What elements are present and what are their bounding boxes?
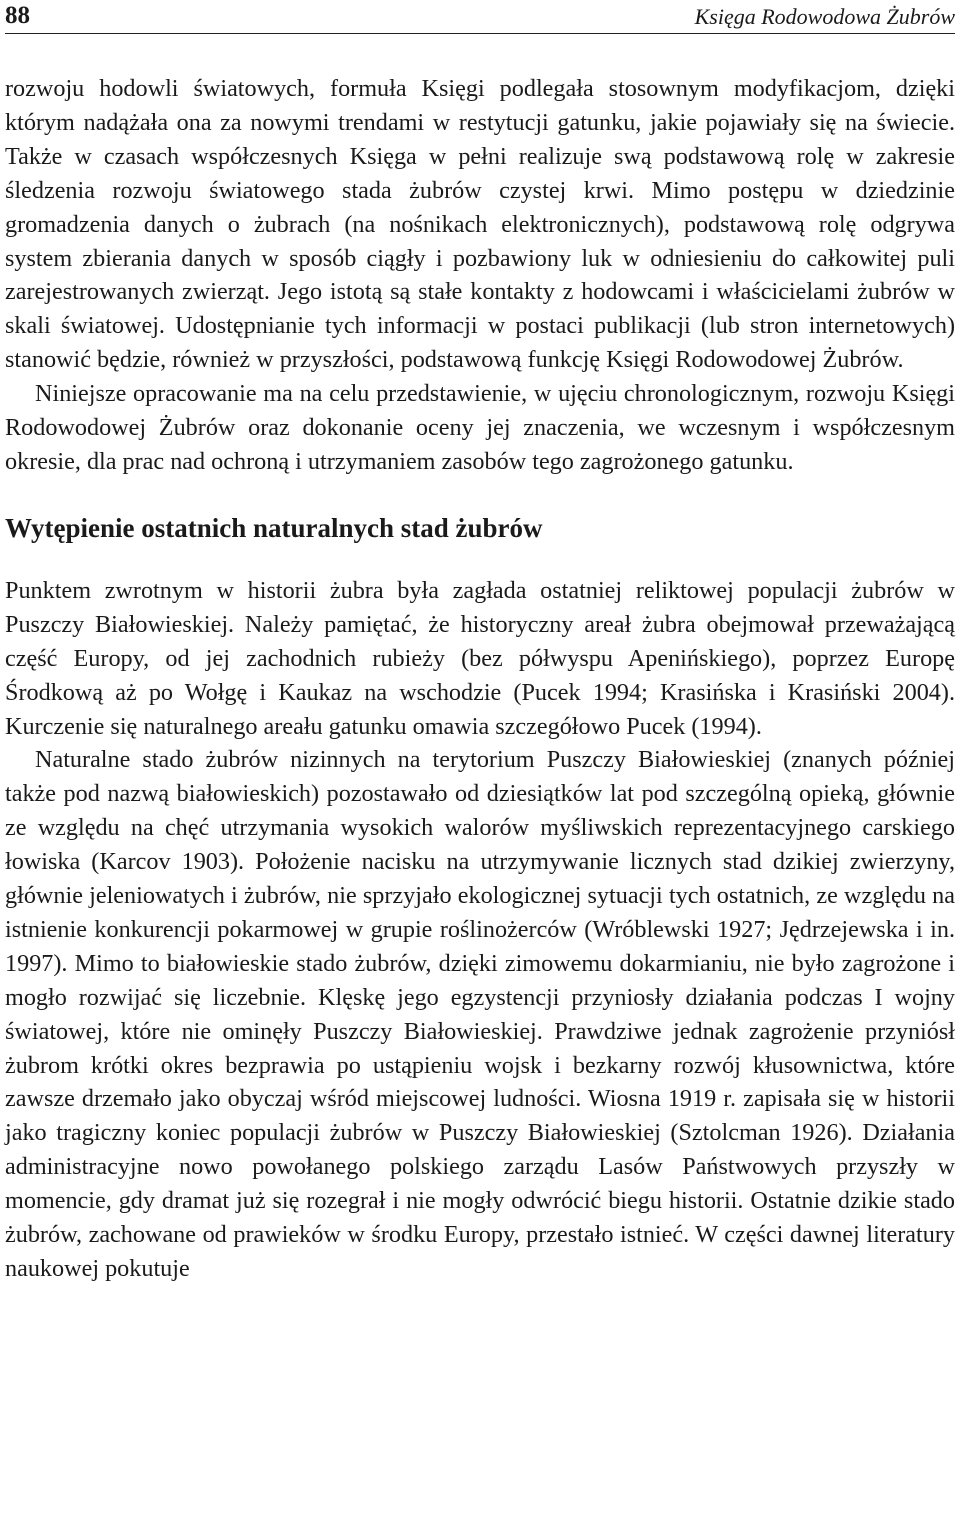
body-paragraph: rozwoju hodowli światowych, formuła Księgi podlegała stosownym modyfikacjom, dzięki którym nadążała ona za nowymi trendami w restytucji gatunku, jakie pojawiały się na świecie. Także w czasach współczesnych Księga w pełni realizuje swą podstawową rolę w zakresie śledzenia rozwoju światowego stada żubrów czystej krwi. Mimo postępu w dziedzinie gromadzenia danych o żubrach (na nośnikach elektronicznych), podstawową rolę odgrywa system zbierania danych w sposób ciągły i pozbawiony luk w odniesieniu do całkowitej puli zarejestrowanych zwierząt. Jego istotą są stałe kontakty z hodowcami i właścicielami żubrów w skali światowej. Udostępnianie tych informacji w postaci publikacji (lub stron internetowych) stanowić będzie, również w przyszłości, podstawową funkcję Księgi Rodowodowej Żubrów.: [5, 75, 955, 374]
running-title: Księga Rodowodowa Żubrów: [694, 4, 955, 29]
section-paragraph: Naturalne stado żubrów nizinnych na terytorium Puszczy Białowieskiej (znanych później także pod nazwą białowieskich) pozostawało od dziesiątków lat pod szczególną opieką, głównie ze względu na chęć utrzymania wysokich walorów myśliwskich reprezentacyjnego carskiego łowiska (Karcov 1903). Położenie nacisku na utrzymywanie licznych stad dzikiej zwierzyny, głównie jeleniowatych i żubrów, nie sprzyjało ekologicznej sytuacji tych ostatnich, ze względu na istnienie konkurencji pokarmowej w grupie roślinożerców (Wróblewski 1927; Jędrzejewska i in. 1997). Mimo to białowieskie stado żubrów, dzięki zimowemu dokarmianiu, nie było zagrożone i mogło rozwijać się liczebnie. Klęskę jego egzystencji przyniosły działania podczas I wojny światowej, które nie ominęły Puszczy Białowieskiej. Prawdziwe jednak zagrożenie przyniósł żubrom krótki okres bezprawia po ustąpieniu wojsk i bezkarny rozwój kłusownictwa, które zawsze drzemało jako obyczaj wśród miejscowej ludności. Wiosna 1919 r. zapisała się w historii jako tragiczny koniec populacji żubrów w Puszczy Białowieskiej (Sztolcman 1926). Działania administracyjne nowo powołanego polskiego zarządu Lasów Państwowych przyszły w momencie, gdy dramat już się rozegrał i nie mogły odwrócić biegu historii. Ostatnie dzikie stado żubrów, zachowane od prawieków w środku Europy, przestało istnieć. W części dawnej literatury naukowej pokutuje: [5, 746, 955, 1282]
document-body: [5, 72, 955, 1286]
section-heading: Wytępienie ostatnich naturalnych stad żubrów: [5, 512, 543, 543]
body-paragraph: Niniejsze opracowanie ma na celu przedstawienie, w ujęciu chronologicznym, rozwoju Księgi Rodowodowej Żubrów oraz dokonanie oceny jej znaczenia, we wczesnym i współczesnym okresie, dla prac nad ochroną i utrzymaniem zasobów tego zagrożonego gatunku.: [5, 380, 955, 475]
running-header: [5, 0, 955, 34]
page-number: 88: [5, 2, 30, 29]
section-paragraph: Punktem zwrotnym w historii żubra była zagłada ostatniej reliktowej populacji żubrów w Puszczy Białowieskiej. Należy pamiętać, że historyczny areał żubra obejmował przeważającą część Europy, od jej zachodnich rubieży (bez półwyspu Apenińskiego), poprzez Europę Środkową aż po Wołgę i Kaukaz na wschodzie (Pucek 1994; Krasińska i Krasiński 2004). Kurczenie się naturalnego areału gatunku omawia szczegółowo Pucek (1994).: [5, 576, 955, 740]
document-page: [5, 0, 955, 1286]
